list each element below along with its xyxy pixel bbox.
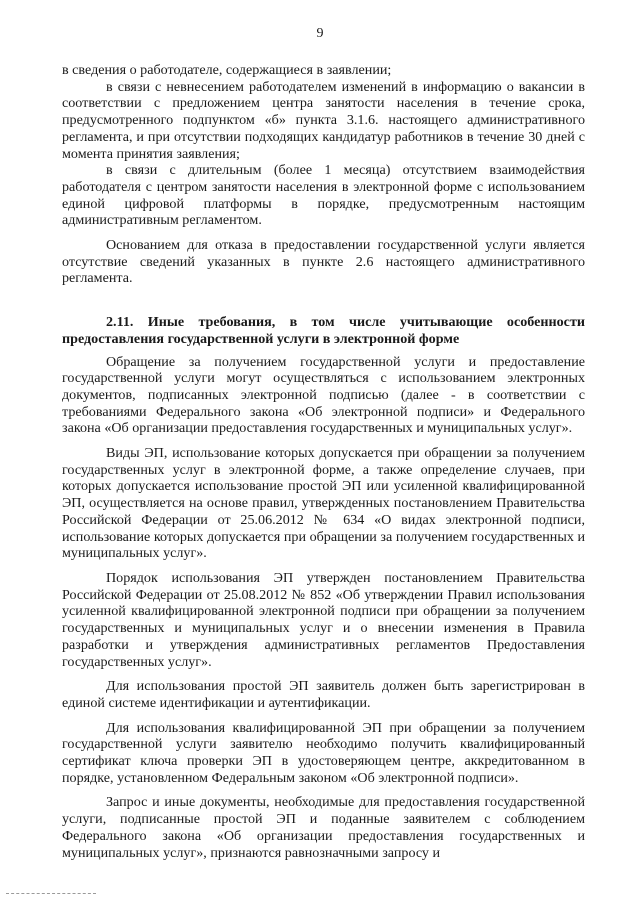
paragraph: в связи с невнесением работодателем изменений в информацию о вакансии в соответствии с предложением центра занятости населения в течение срока, предусмотренного подпунктом «б» пункта 3.1.6. настоящего административного регламента, и при отсутствии подходящих кандидатур работников в течение 30 дней с момента принятия заявления; (62, 78, 585, 162)
paragraph: в сведения о работодателе, содержащиеся в заявлении; (62, 62, 392, 78)
document-body (62, 62, 585, 861)
paragraph: Порядок использования ЭП утвержден постановлением Правительства Российской Федерации от 25.08.2012 № 852 «Об утверждении Правил использования усиленной квалифицированной электронной подписи при обращении за получением государственных и муниципальных услуг и о внесении изменения в Правила разработки и утверждения административных регламентов Предоставления государственных услуг». (62, 569, 585, 670)
paragraph: Основанием для отказа в предоставлении государственной услуги является отсутствие сведений указанных в пункте 2.6 настоящего административного регламента. (62, 237, 585, 287)
page-number: 9 (316, 26, 324, 41)
paragraph: в связи с длительным (более 1 месяца) отсутствием взаимодействия работодателя с центром занятости населения в электронной форме с использованием единой цифровой платформы в порядке, предусмотренным настоящим административным регламентом. (62, 162, 585, 229)
paragraph: Для использования квалифицированной ЭП при обращении за получением государственной услуги заявителю необходимо получить квалифицированный сертификат ключа проверки ЭП в удостоверяющем центре, аккредитованном в порядке, установленном Федеральным законом «Об электронной подписи». (62, 719, 585, 786)
paragraph: Виды ЭП, использование которых допускается при обращении за получением государственных услуг в электронной форме, а также определение случаев, при которых допускается использование простой ЭП или усиленной квалифицированной ЭП, осуществляется на основе правил, утвержденных постановлением Правительства Российской Федерации от 25.06.2012 № 634 «О видах электронной подписи, использование которых допускается при обращении за получением государственных и муниципальных услуг». (62, 445, 585, 562)
paragraph: Обращение за получением государственной услуги и предоставление государственной услуги могут осуществляться с использованием электронных документов, подписанных электронной подписью (далее - в соответствии с требованиями Федерального закона «Об электронной подписи» и Федерального закона «Об организации предоставления государственных и муниципальных услуг». (62, 353, 585, 437)
scan-artifact-divider (6, 893, 96, 897)
paragraph: Для использования простой ЭП заявитель должен быть зарегистрирован в единой системе идентификации и аутентификации. (62, 678, 585, 711)
section-heading: 2.11. Иные требования, в том числе учитывающие особенности предоставления государственной услуги в электронной форме (62, 314, 585, 347)
paragraph: Запрос и иные документы, необходимые для предоставления государственной услуги, подписанные простой ЭП и поданные заявителем с соблюдением Федерального закона «Об организации предоставления государственных и муниципальных услуг», признаются равнозначными запросу и (62, 794, 585, 861)
